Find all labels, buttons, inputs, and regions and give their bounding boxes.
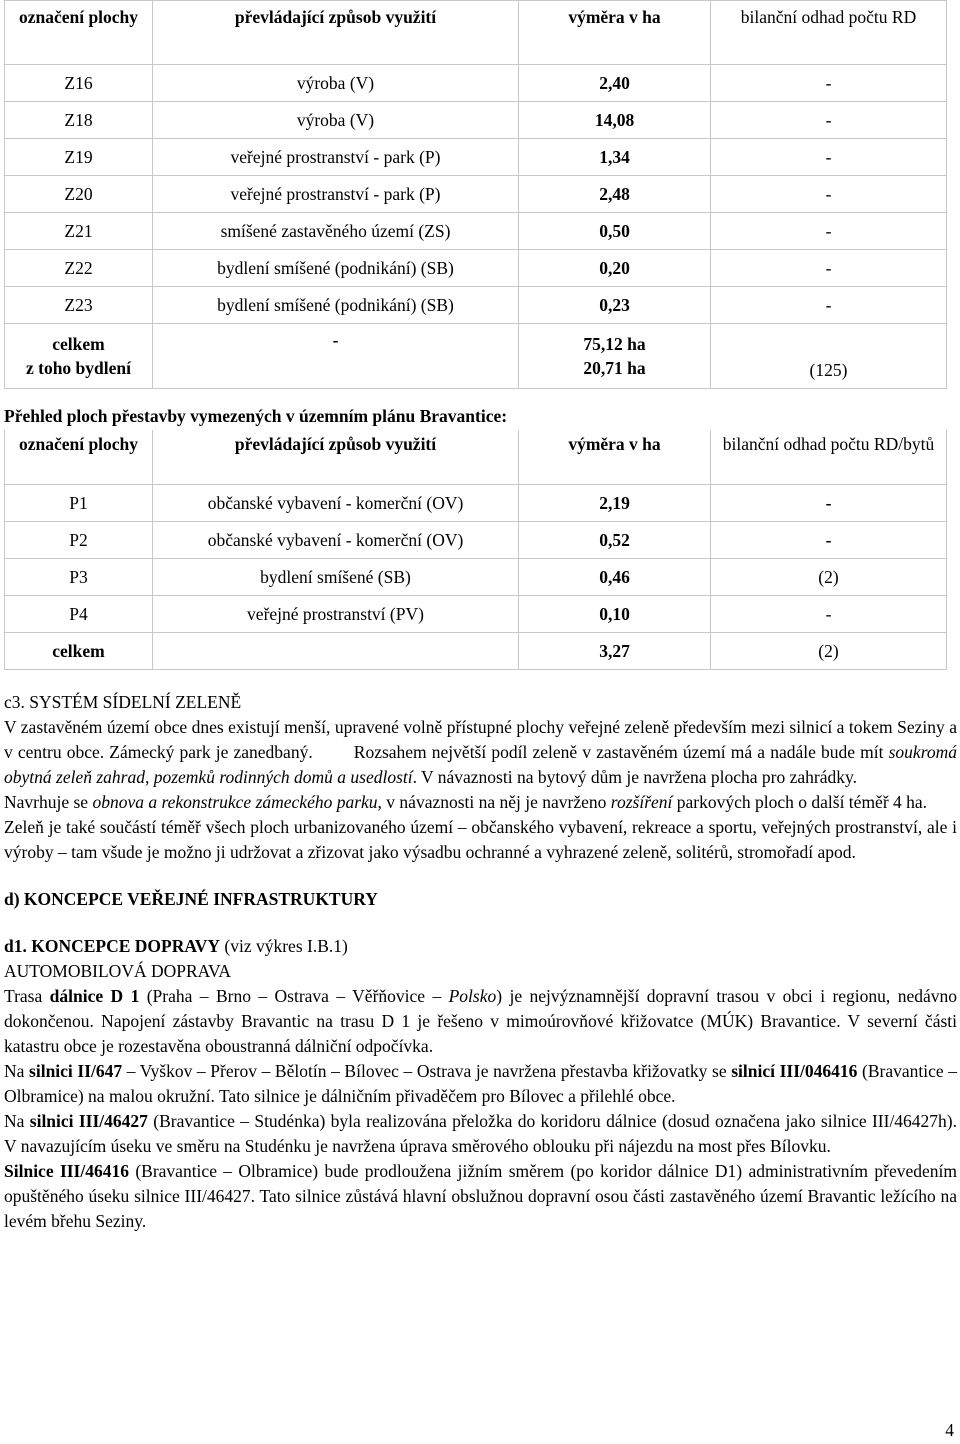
col-header-use: převládající způsob využití (153, 1, 519, 65)
total-label-line2: z toho bydlení (25, 358, 132, 378)
c3-p1-text-b: Rozsahem největší podíl zeleně v zastavěném území má a nadále bude mít (353, 742, 889, 762)
c3-p2-italic-1: obnova a rekonstrukce zámeckého parku (92, 792, 378, 812)
col-header-area: výměra v ha (519, 430, 711, 485)
d-p1-italic: Polsko (448, 986, 497, 1006)
cell-rd: - (711, 522, 947, 559)
c3-paragraph-2 (4, 790, 957, 815)
table-row (5, 102, 947, 139)
cell-designation: P1 (5, 485, 153, 522)
cell-use: občanské vybavení - komerční (OV) (153, 485, 519, 522)
total-label-line1: celkem (52, 334, 105, 354)
d-paragraph-2 (4, 1059, 957, 1109)
c3-paragraph-3: Zeleň je také součástí téměř všech ploch urbanizovaného území – občanského vybavení, rekreace a sportu, veřejných prostranství, ale i výroby – tam všude je možno ji udržovat a zřizovat jako výsadbu ochranné a vyhrazené zeleně, solitérů, stromořadí apod. (4, 817, 957, 862)
table-built-up-areas (4, 0, 947, 389)
c3-p2-text-b: , v návaznosti na něj je navrženo (377, 792, 611, 812)
cell-use: smíšené zastavěného území (ZS) (153, 213, 519, 250)
cell-rd: - (711, 596, 947, 633)
cell-rd: - (711, 176, 947, 213)
col-header-rd: bilanční odhad počtu RD/bytů (711, 430, 947, 485)
total-label (5, 324, 153, 389)
auto-heading: AUTOMOBILOVÁ DOPRAVA (4, 961, 232, 981)
c3-p1-italic: soukromá obytná zeleň zahrad, pozemků rodinných domů a usedlostí (4, 742, 958, 787)
d-p4-bold: Silnice III/46416 (4, 1161, 129, 1181)
cell-rd: - (711, 139, 947, 176)
table-row (5, 287, 947, 324)
total-area (519, 324, 711, 389)
total-rd: (125) (711, 324, 947, 389)
table-row (5, 559, 947, 596)
cell-designation: Z19 (5, 139, 153, 176)
d-p2-d: (Bravantice – Olbramice) na malou okružní. Tato silnice je dálničním přivaděčem pro Bílovec a přilehlé obce. (4, 1061, 957, 1106)
cell-use: výroba (V) (153, 65, 519, 102)
table-row (5, 522, 947, 559)
cell-area: 2,48 (519, 176, 711, 213)
table-row (5, 65, 947, 102)
cell-area: 2,40 (519, 65, 711, 102)
table-row (5, 213, 947, 250)
table-row (5, 596, 947, 633)
d1-heading-rest: (viz výkres I.B.1) (220, 936, 348, 956)
col-header-use: převládající způsob využití (153, 430, 519, 485)
cell-rd: - (711, 485, 947, 522)
total-area-line2: 20,71 ha (583, 358, 646, 378)
page-number: 4 (945, 1420, 954, 1440)
c3-p2-text-a: Navrhuje se (4, 792, 93, 812)
body-text (4, 690, 957, 1234)
cell-designation: Z22 (5, 250, 153, 287)
d-paragraph-1 (4, 984, 957, 1059)
d-p1-bold: dálnice D 1 (49, 986, 140, 1006)
cell-use: bydlení smíšené (SB) (153, 559, 519, 596)
total-use (153, 633, 519, 670)
d-p2-a: Na (4, 1061, 30, 1081)
d-p2-bold-2: silnicí III/046416 (731, 1061, 858, 1081)
d1-heading (4, 934, 957, 959)
total-area: 3,27 (519, 633, 711, 670)
table-total-row (5, 324, 947, 389)
cell-designation: Z20 (5, 176, 153, 213)
c3-p1-text-c: . V návaznosti na bytový dům je navržena plocha pro zahrádky. (412, 767, 857, 787)
cell-use: bydlení smíšené (podnikání) (SB) (153, 250, 519, 287)
col-header-rd: bilanční odhad počtu RD (711, 1, 947, 65)
d-p1-c: (Praha – Brno – Ostrava – Věřňovice – (139, 986, 449, 1006)
cell-designation: Z18 (5, 102, 153, 139)
cell-designation: P2 (5, 522, 153, 559)
cell-designation: P3 (5, 559, 153, 596)
d-paragraph-4 (4, 1159, 957, 1234)
d-paragraph-3 (4, 1109, 957, 1159)
cell-area: 0,10 (519, 596, 711, 633)
table-row (5, 139, 947, 176)
d-p1-d: ) je nejvýznamnější dopravní trasou v obci i regionu, nedávno dokončenou. Napojení zástavby Bravantic na trasu D 1 je řešeno v mimoúrovňové křižovatce (MÚK) Bravantice. V severní části katastru obce je rozestavěna oboustranná dálniční odpočívka. (4, 986, 957, 1056)
cell-area: 0,50 (519, 213, 711, 250)
cell-designation: Z23 (5, 287, 153, 324)
cell-area: 0,46 (519, 559, 711, 596)
cell-designation: Z21 (5, 213, 153, 250)
d-p4-c: (Bravantice – Olbramice) bude prodloužena jižním směrem (po koridor dálnice D1) administrativním převedením opuštěného úseku silnice III/46427. Tato silnice zůstává hlavní obslužnou dopravní osou části zastavěného území Bravantic ležícího na levém břehu Seziny. (4, 1161, 957, 1231)
cell-rd: - (711, 287, 947, 324)
table-row (5, 250, 947, 287)
cell-area: 14,08 (519, 102, 711, 139)
cell-rd: - (711, 102, 947, 139)
c3-p2-text-c: parkových ploch o další téměř 4 ha. (672, 792, 928, 812)
cell-rd: (2) (711, 559, 947, 596)
cell-area: 0,20 (519, 250, 711, 287)
c3-paragraph-1 (4, 715, 957, 790)
col-header-designation: označení plochy (5, 430, 153, 485)
cell-use: bydlení smíšené (podnikání) (SB) (153, 287, 519, 324)
col-header-designation: označení plochy (5, 1, 153, 65)
d-p3-bold: silnici III/46427 (29, 1111, 148, 1131)
cell-rd: - (711, 250, 947, 287)
d1-heading-bold: d1. KONCEPCE DOPRAVY (4, 936, 221, 956)
total-rd: (2) (711, 633, 947, 670)
d-p1-a: Trasa (4, 986, 50, 1006)
d-heading: d) KONCEPCE VEŘEJNÉ INFRASTRUKTURY (4, 889, 378, 909)
c3-heading: c3. SYSTÉM SÍDELNÍ ZELENĚ (4, 692, 242, 712)
table-header-row (5, 430, 947, 485)
cell-rd: - (711, 213, 947, 250)
cell-use: veřejné prostranství - park (P) (153, 139, 519, 176)
cell-area: 0,52 (519, 522, 711, 559)
total-label: celkem (5, 633, 153, 670)
cell-use: veřejné prostranství - park (P) (153, 176, 519, 213)
c3-p1-text-a: V zastavěném území obce dnes existují menší, upravené volně přístupné plochy veřejné zeleně především mezi silnicí a tokem Seziny a v centru obce. Zámecký park je zanedbaný. (4, 717, 957, 762)
table-total-row (5, 633, 947, 670)
d-p3-c: (Bravantice – Studénka) byla realizována přeložka do koridoru dálnice (dosud označena jako silnice III/46427h). V navazujícím úseku ve směru na Studénku je navržena úprava směrového oblouku při nájezdu na most přes Bílovku. (4, 1111, 958, 1156)
d-p2-c: – Vyškov – Přerov – Bělotín – Bílovec – Ostrava je navržena přestavba křižovatky se (122, 1061, 732, 1081)
cell-area: 2,19 (519, 485, 711, 522)
table-redevelopment-areas (4, 430, 947, 670)
cell-use: výroba (V) (153, 102, 519, 139)
d-p2-bold-1: silnici II/647 (29, 1061, 123, 1081)
table-header-row (5, 1, 947, 65)
c3-p2-italic-2: rozšíření (610, 792, 673, 812)
cell-use: veřejné prostranství (PV) (153, 596, 519, 633)
cell-designation: Z16 (5, 65, 153, 102)
cell-designation: P4 (5, 596, 153, 633)
cell-area: 0,23 (519, 287, 711, 324)
d-p3-a: Na (4, 1111, 30, 1131)
table-row (5, 485, 947, 522)
cell-use: občanské vybavení - komerční (OV) (153, 522, 519, 559)
table-row (5, 176, 947, 213)
section-title: Přehled ploch přestavby vymezených v územním plánu Bravantice: (4, 406, 508, 426)
cell-area: 1,34 (519, 139, 711, 176)
total-area-line1: 75,12 ha (583, 334, 646, 354)
col-header-area: výměra v ha (519, 1, 711, 65)
total-use: - (153, 324, 519, 389)
cell-rd: - (711, 65, 947, 102)
